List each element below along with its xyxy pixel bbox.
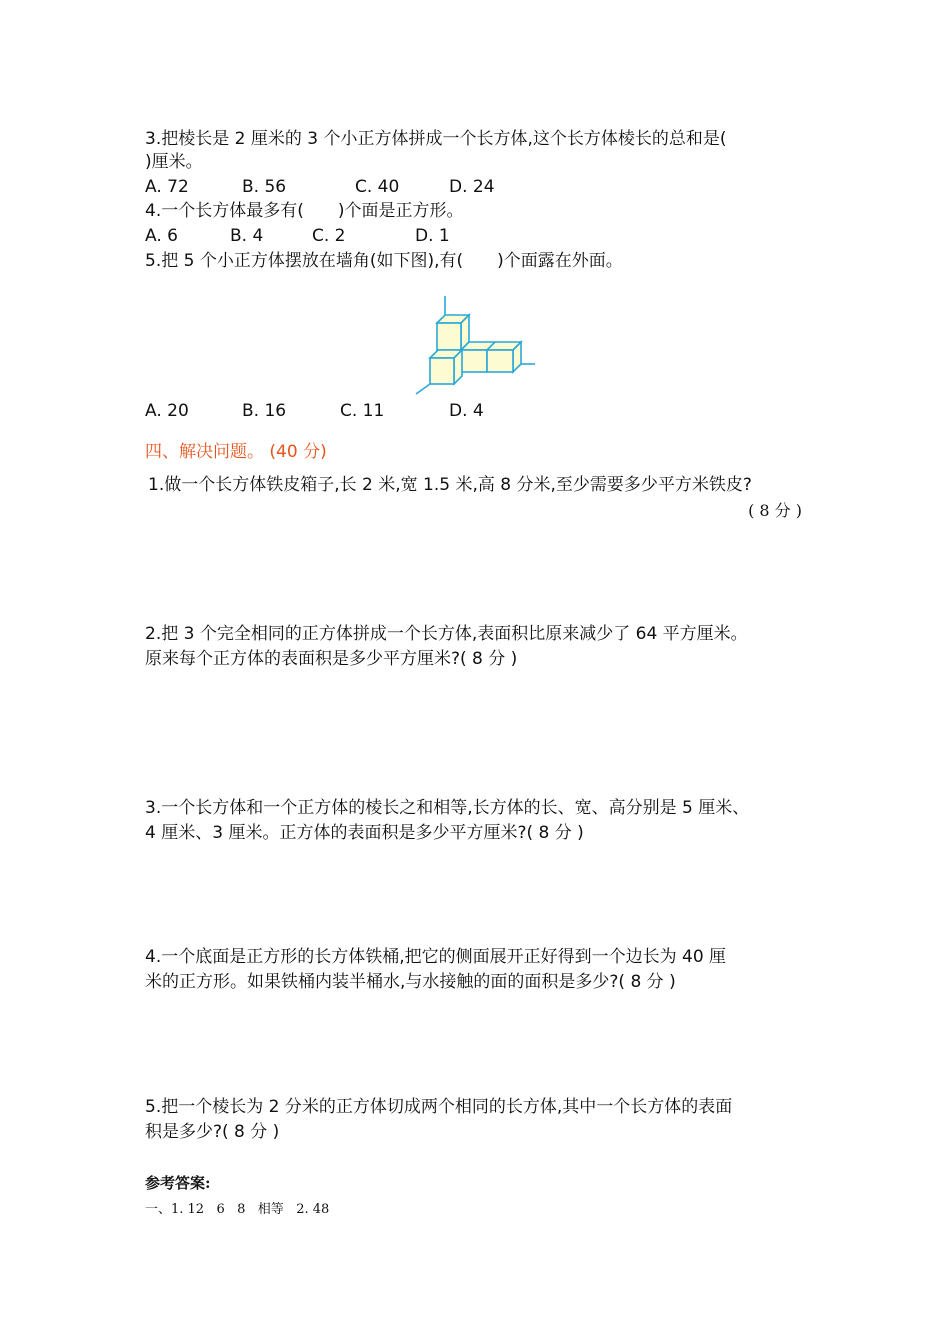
q3-option-c: C. 40: [355, 177, 400, 197]
q3-option-b: B. 56: [242, 177, 287, 197]
answer-line-1: 一、1. 12 6 8 相等 2. 48: [145, 1202, 330, 1217]
problem-2-line1: 2.把 3 个完全相同的正方体拼成一个长方体,表面积比原来减少了 64 平方厘米。: [145, 624, 748, 644]
q4-option-c: C. 2: [312, 226, 346, 246]
q3-option-a: A. 72: [145, 177, 189, 197]
q5-text: 5.把 5 个小正方体摆放在墙角(如下图),有( )个面露在外面。: [145, 251, 623, 271]
cube-front: [430, 350, 462, 384]
wall-diagonal-line: [416, 384, 430, 394]
section-heading: 四、解决问题。 (40 分): [145, 442, 327, 462]
problem-3-line2: 4 厘米、3 厘米。正方体的表面积是多少平方厘米?( 8 分 ): [145, 823, 584, 843]
cube-top: [437, 315, 469, 350]
q3-text-line2: )厘米。: [145, 152, 203, 172]
q5-option-b: B. 16: [242, 401, 287, 421]
q4-text: 4.一个长方体最多有( )个面是正方形。: [145, 201, 464, 221]
problem-4-line2: 米的正方形。如果铁桶内装半桶水,与水接触的面的面积是多少?( 8 分 ): [145, 972, 676, 992]
problem-2-line2: 原来每个正方体的表面积是多少平方厘米?( 8 分 ): [145, 649, 518, 669]
cube-row-right: [461, 342, 521, 372]
q4-option-d: D. 1: [415, 226, 450, 246]
q4-option-a: A. 6: [145, 226, 178, 246]
problem-5-line1: 5.把一个棱长为 2 分米的正方体切成两个相同的长方体,其中一个长方体的表面: [145, 1097, 733, 1117]
problem-1-score: ( 8 分 ): [748, 501, 802, 520]
q5-option-c: C. 11: [340, 401, 385, 421]
q3-text-line1: 3.把棱长是 2 厘米的 3 个小正方体拼成一个长方体,这个长方体棱长的总和是(: [145, 129, 727, 149]
problem-4-line1: 4.一个底面是正方形的长方体铁桶,把它的侧面展开正好得到一个边长为 40 厘: [145, 947, 727, 967]
q4-option-b: B. 4: [230, 226, 264, 246]
cube-stack-figure: [410, 292, 540, 397]
answer-title: 参考答案:: [145, 1174, 211, 1192]
q5-option-d: D. 4: [449, 401, 484, 421]
problem-5-line2: 积是多少?( 8 分 ): [145, 1122, 280, 1142]
q3-option-d: D. 24: [449, 177, 495, 197]
problem-1-text: 1.做一个长方体铁皮箱子,长 2 米,宽 1.5 米,高 8 分米,至少需要多少平方米铁皮?: [148, 475, 752, 495]
problem-3-line1: 3.一个长方体和一个正方体的棱长之和相等,长方体的长、宽、高分别是 5 厘米、: [145, 798, 750, 818]
q5-option-a: A. 20: [145, 401, 189, 421]
